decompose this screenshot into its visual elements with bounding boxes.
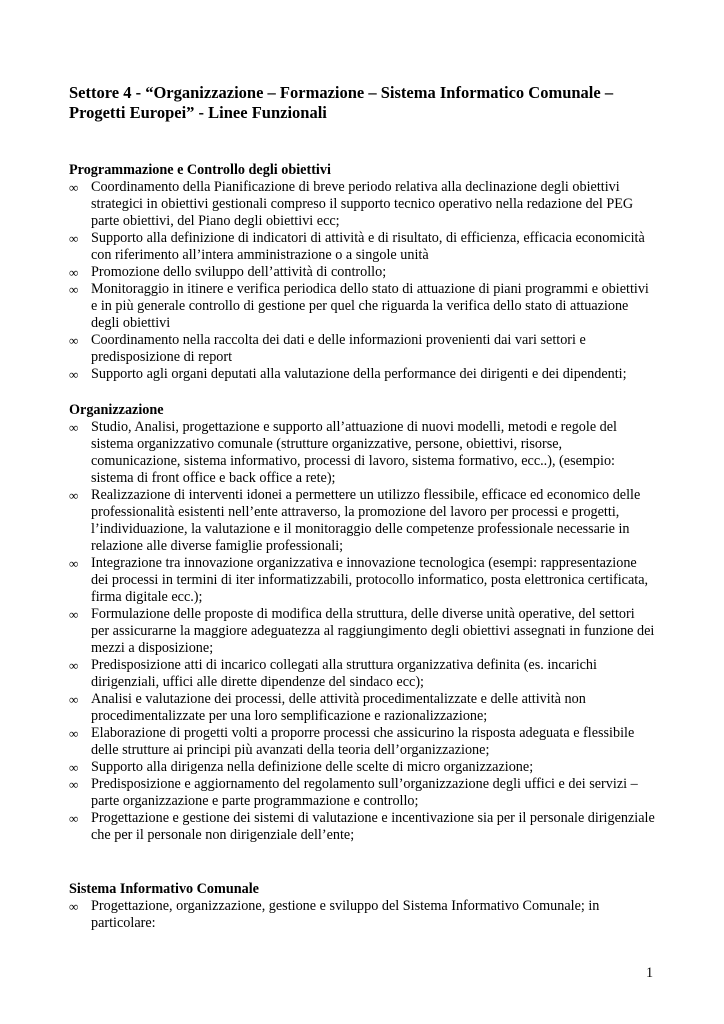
- bullet-icon: ∞: [69, 420, 79, 435]
- list-item-text: Predisposizione e aggiornamento del regolamento sull’organizzazione degli uffici e dei servizi – parte organizzazione e parte programmazione e controllo;: [91, 776, 638, 809]
- list-item: [69, 264, 655, 281]
- list-item-text: Progettazione, organizzazione, gestione e sviluppo del Sistema Informativo Comunale; in particolare:: [91, 898, 600, 931]
- list-item: [69, 776, 655, 810]
- list-item: [69, 555, 655, 606]
- list-item-text: Realizzazione di interventi idonei a permettere un utilizzo flessibile, efficace ed economico delle professionalità esistenti nell’ente attraverso, la promozione del lavoro per processi e progetti, l’individuazione, la valutazione e il monitoraggio delle competenze professionale necessarie in relazione alle diverse famiglie professionali;: [91, 487, 641, 554]
- section-heading-organizzazione: Organizzazione: [69, 402, 164, 418]
- list-item: [69, 230, 655, 264]
- list-item-text: Supporto alla definizione di indicatori di attività e di risultato, di efficienza, efficacia economicità con riferimento all’intera amministrazione o a singole unità: [91, 230, 645, 263]
- list-item: [69, 281, 655, 332]
- list-item: [69, 606, 655, 657]
- page-number: 1: [646, 965, 654, 981]
- list-item-text: Coordinamento nella raccolta dei dati e delle informazioni provenienti dai vari settori e predisposizione di report: [91, 332, 586, 365]
- list-item: [69, 898, 655, 932]
- bullet-icon: ∞: [69, 556, 79, 571]
- bullet-icon: ∞: [69, 692, 79, 707]
- bullet-icon: ∞: [69, 265, 79, 280]
- bullet-icon: ∞: [69, 333, 79, 348]
- bullet-icon: ∞: [69, 726, 79, 741]
- list-item: [69, 332, 655, 366]
- bullet-icon: ∞: [69, 231, 79, 246]
- bullet-icon: ∞: [69, 180, 79, 195]
- bullet-icon: ∞: [69, 607, 79, 622]
- section-list-programmazione: [69, 179, 655, 383]
- list-item-text: Progettazione e gestione dei sistemi di valutazione e incentivazione sia per il personale dirigenziale che per il personale non dirigenziale dell’ente;: [91, 810, 655, 843]
- list-item-text: Formulazione delle proposte di modifica della struttura, delle diverse unità operative, del settori per assicurarne la maggiore adeguatezza al raggiungimento degli obiettivi assegnati in funzione dei mezzi a disposizione;: [91, 606, 655, 656]
- list-item-text: Elaborazione di progetti volti a proporre processi che assicurino la risposta adeguata e flessibile delle strutture ai principi più avanzati della teoria dell’organizzazione;: [91, 725, 635, 758]
- bullet-icon: ∞: [69, 760, 79, 775]
- list-item: [69, 691, 655, 725]
- document-title: Settore 4 - “Organizzazione – Formazione – Sistema Informatico Comunale – Progetti Europei” - Linee Funzionali: [69, 83, 614, 122]
- section-list-sistema-informativo: [69, 898, 655, 932]
- bullet-icon: ∞: [69, 899, 79, 914]
- list-item-text: Monitoraggio in itinere e verifica periodica dello stato di attuazione di piani programmi e obiettivi e in più generale controllo di gestione per quel che riguarda la verifica dello stato di attuazione degli obiettivi: [91, 281, 649, 331]
- section-heading-sistema-informativo: Sistema Informativo Comunale: [69, 881, 259, 897]
- list-item-text: Promozione dello sviluppo dell’attività di controllo;: [91, 264, 387, 280]
- list-item-text: Supporto alla dirigenza nella definizione delle scelte di micro organizzazione;: [91, 759, 534, 775]
- list-item-text: Integrazione tra innovazione organizzativa e innovazione tecnologica (esempi: rappresentazione dei processi in termini di iter informatizzabili, protocollo informatico, posta elettronica certificata, firma digitale ecc.);: [91, 555, 649, 605]
- list-item-text: Studio, Analisi, progettazione e supporto all’attuazione di nuovi modelli, metodi e regole del sistema organizzativo comunale (strutture organizzative, persone, obiettivi, risorse, comunicazione, sistema informativo, processi di lavoro, sistema formativo, ecc..), (esempio: sistema di front office e back office a rete);: [91, 419, 617, 486]
- bullet-icon: ∞: [69, 488, 79, 503]
- list-item: [69, 810, 655, 844]
- section-heading-programmazione: Programmazione e Controllo degli obiettivi: [69, 162, 331, 178]
- section-list-organizzazione: [69, 419, 655, 844]
- list-item: [69, 759, 655, 776]
- bullet-icon: ∞: [69, 367, 79, 382]
- list-item: [69, 366, 655, 383]
- list-item-text: Analisi e valutazione dei processi, delle attività procedimentalizzate e delle attività non procedimentalizzate per una loro semplificazione e razionalizzazione;: [91, 691, 586, 724]
- list-item-text: Supporto agli organi deputati alla valutazione della performance dei dirigenti e dei dipendenti;: [91, 366, 627, 382]
- bullet-icon: ∞: [69, 811, 79, 826]
- list-item-text: Predisposizione atti di incarico collegati alla struttura organizzativa definita (es. incarichi dirigenziali, uffici alle dirette dipendenze del sindaco ecc);: [91, 657, 597, 690]
- bullet-icon: ∞: [69, 658, 79, 673]
- bullet-icon: ∞: [69, 777, 79, 792]
- bullet-icon: ∞: [69, 282, 79, 297]
- list-item: [69, 657, 655, 691]
- list-item-text: Coordinamento della Pianificazione di breve periodo relativa alla declinazione degli obiettivi strategici in obiettivi gestionali compreso il supporto tecnico operativo nella redazione del PEG parte obiettivi, del Piano degli obiettivi ecc;: [91, 179, 634, 229]
- list-item: [69, 487, 655, 555]
- list-item: [69, 419, 655, 487]
- list-item: [69, 725, 655, 759]
- list-item: [69, 179, 655, 230]
